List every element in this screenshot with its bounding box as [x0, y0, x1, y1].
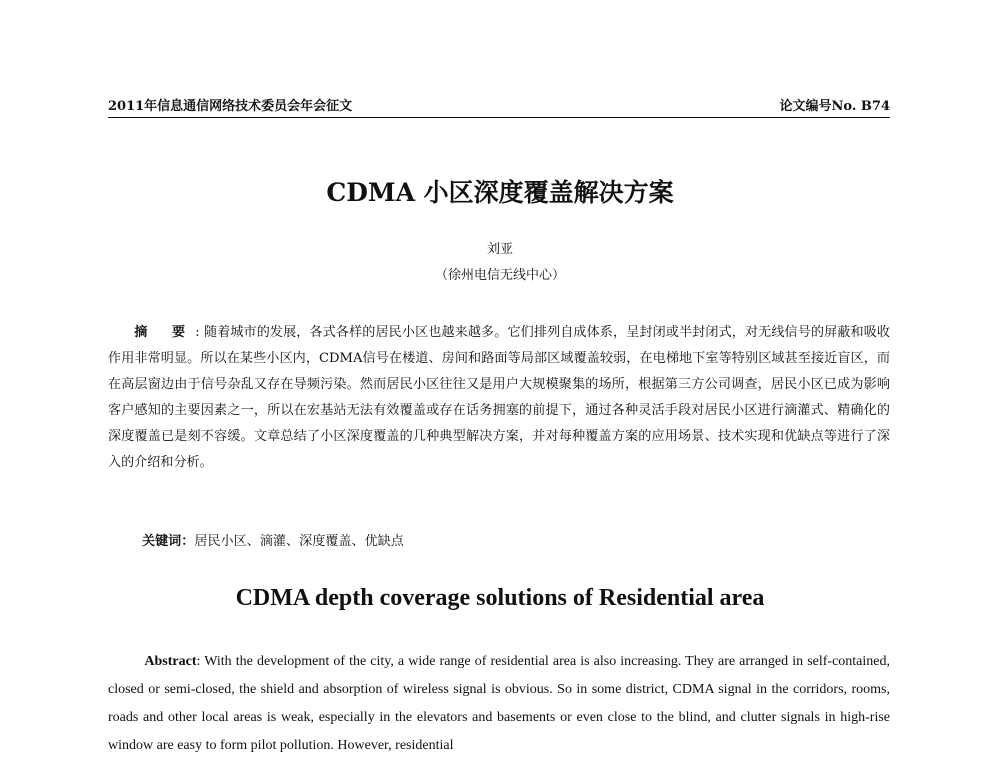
- author-affiliation: （徐州电信无线中心）: [434, 268, 565, 283]
- english-title: CDMA depth coverage solutions of Residential area: [235, 585, 765, 611]
- english-abstract-text: With the development of the city, a wide range of residential area is also increasing. They are arranged in self-contained, closed or semi-closed, the shield and absorption of wireless signal is obvious. So in some district, CDMA signal in the corridors, rooms, roads and other local areas is weak, especially in the elevators and basements or even close to the blind, and clutter signals in high-rise window are easy to form pilot pollution. However, residential: [108, 654, 891, 753]
- chinese-keywords-label: 关键词：: [142, 534, 195, 549]
- chinese-abstract: 摘 要: 随着城市的发展，各式各样的居民小区也越来越多。它们排列自成体系，呈封闭或半封闭式，对无线信号的屏蔽和吸收作用非常明显。所以在某些小区内，CDMA信号在楼道、房间和路面等局部区域覆盖较弱，在电梯地下室等特别区域甚至接近盲区，而在高层窗边由于信号杂乱又存在导频污染。然而居民小区往往又是用户大规模聚集的场所，根据第三方公司调查，居民小区已成为影响客户感知的主要因素之一，所以在宏基站无法有效覆盖或存在话务拥塞的前提下，通过各种灵活手段对居民小区进行滴灌式、精确化的深度覆盖已是刻不容缓。文章总结了小区深度覆盖的几种典型解决方案，并对每种覆盖方案的应用场景、技术实现和优缺点等进行了深入的介绍和分析。: [108, 325, 891, 470]
- english-abstract: Abstract: With the development of the city, a wide range of residential area is also increasing. They are arranged in self-contained, closed or semi-closed, the shield and absorption of wireless signal is obvious. So in some district, CDMA signal in the corridors, rooms, roads and other local areas is weak, especially in the elevators and basements or even close to the blind, and clutter signals in high-rise window are easy to form pilot pollution. However, residential: [108, 654, 891, 753]
- chinese-abstract-label: 摘 要: [134, 325, 196, 340]
- paper-number: 论文编号No. B74: [779, 99, 890, 114]
- english-abstract-label: Abstract: [144, 654, 197, 669]
- running-header: [108, 93, 890, 118]
- chinese-abstract-text: 随着城市的发展，各式各样的居民小区也越来越多。它们排列自成体系，呈封闭或半封闭式，对无线信号的屏蔽和吸收作用非常明显。所以在某些小区内，CDMA信号在楼道、房间和路面等局部区域覆盖较弱，在电梯地下室等特别区域甚至接近盲区，而在高层窗边由于信号杂乱又存在导频污染。然而居民小区往往又是用户大规模聚集的场所，根据第三方公司调查，居民小区已成为影响客户感知的主要因素之一，所以在宏基站无法有效覆盖或存在话务拥塞的前提下，通过各种灵活手段对居民小区进行滴灌式、精确化的深度覆盖已是刻不容缓。文章总结了小区深度覆盖的几种典型解决方案，并对每种覆盖方案的应用场景、技术实现和优缺点等进行了深入的介绍和分析。: [108, 325, 891, 470]
- conference-name: 2011年信息通信网络技术委员会年会征文: [108, 99, 353, 114]
- chinese-keywords: [142, 530, 404, 549]
- chinese-keywords-text: 居民小区、滴灌、深度覆盖、优缺点: [194, 534, 404, 549]
- author-name: 刘亚: [486, 242, 513, 257]
- chinese-title: CDMA 小区深度覆盖解决方案: [326, 178, 674, 207]
